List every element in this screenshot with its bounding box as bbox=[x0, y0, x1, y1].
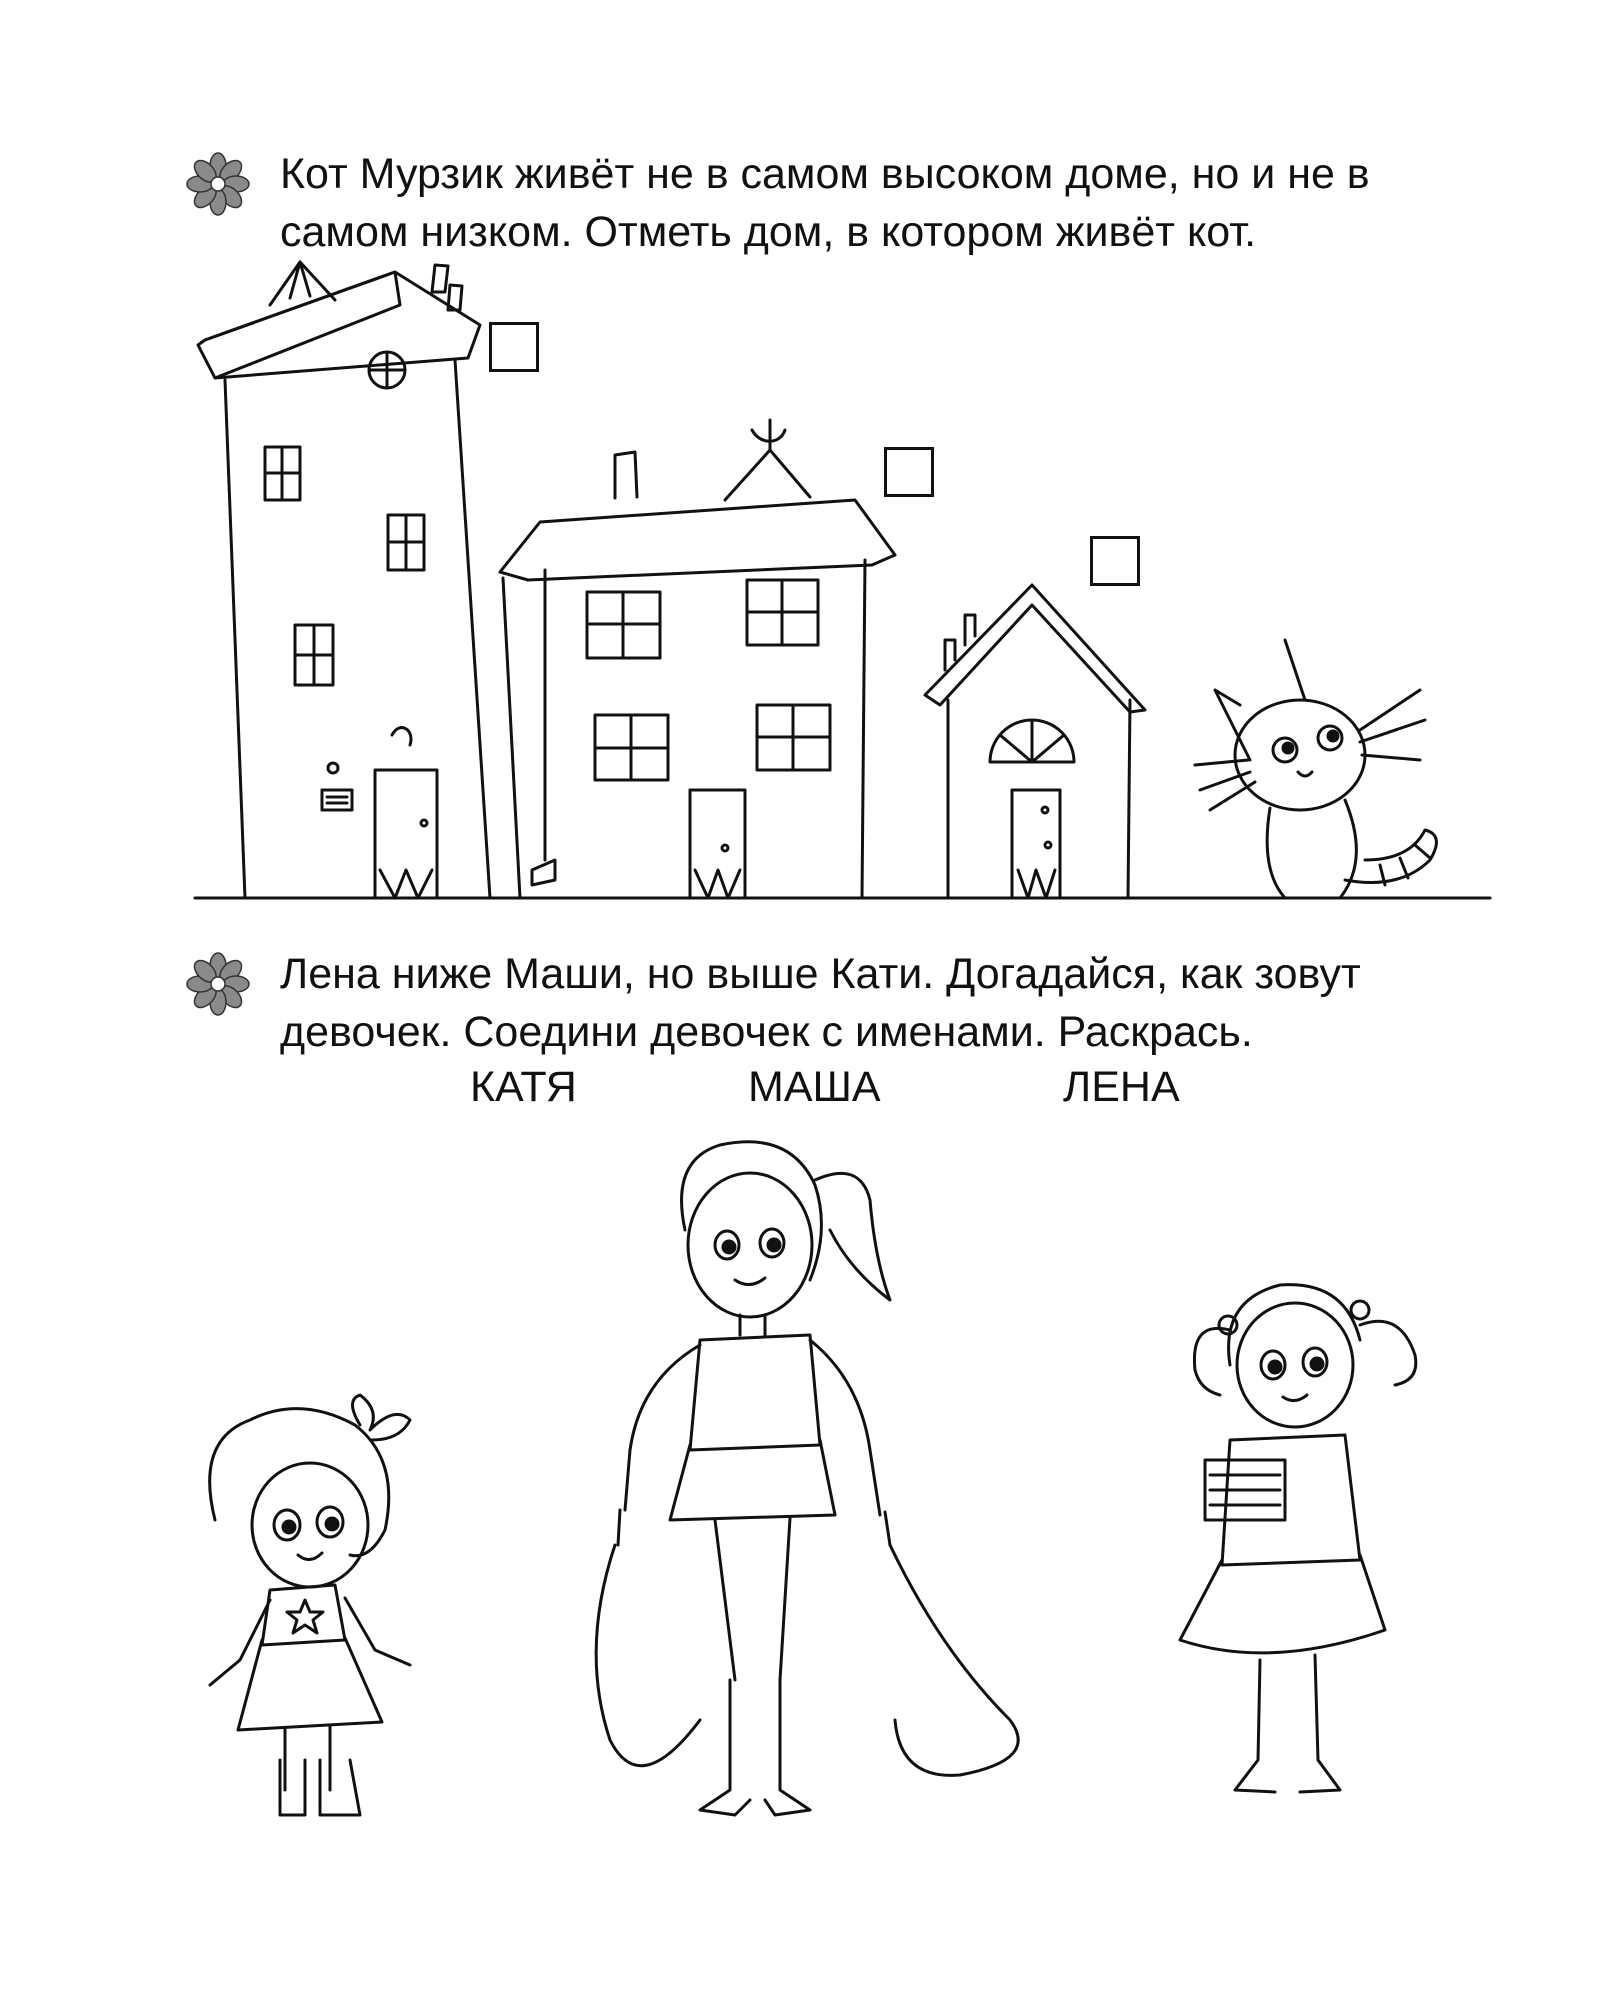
girl-medium-right[interactable] bbox=[1180, 1285, 1416, 1792]
name-label-lena[interactable]: ЛЕНА bbox=[1063, 1063, 1180, 1111]
name-label-masha[interactable]: МАША bbox=[748, 1063, 881, 1111]
task-1-text: Кот Мурзик живёт не в самом высоком доме, но и не в самом низком. Отметь дом, в котором живёт кот. bbox=[280, 150, 1370, 256]
name-label-katya[interactable]: КАТЯ bbox=[470, 1063, 577, 1111]
task-2-text: Лена ниже Маши, но выше Кати. Догадайся, как зовут девочек. Соедини девочек с именами. Раскрась. bbox=[280, 950, 1361, 1056]
girl-small-left[interactable] bbox=[210, 1395, 410, 1815]
girl-tall-middle[interactable] bbox=[596, 1142, 1018, 1815]
